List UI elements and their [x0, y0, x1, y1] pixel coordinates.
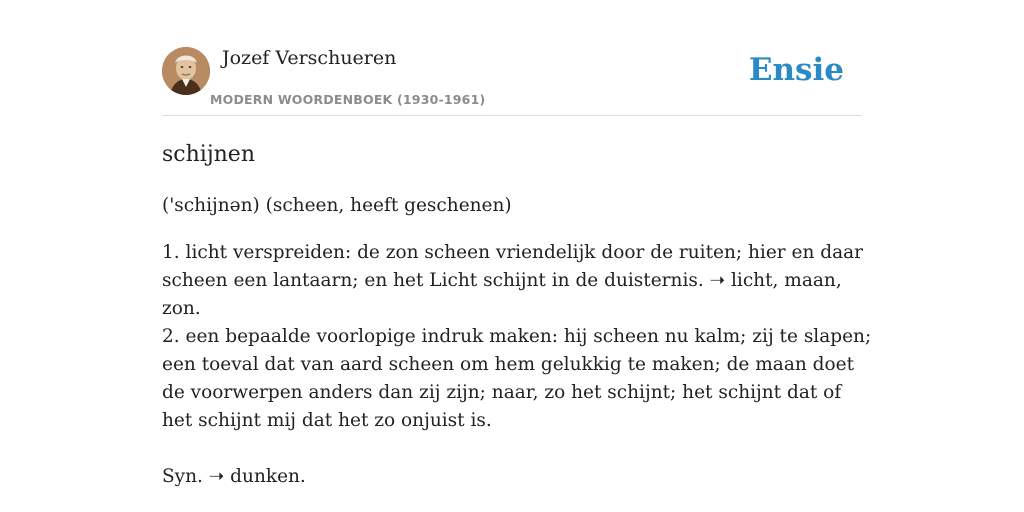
definition-1: 1. licht verspreiden: de zon scheen vriendelijk door de ruiten; hier en daar scheen een lantaarn; en het Licht schijnt in de duisternis. ➝ licht, maan, zon.: [162, 242, 863, 319]
author-name[interactable]: Jozef Verschueren: [222, 47, 397, 69]
spacer: [162, 435, 872, 463]
entry-term: schijnen: [162, 142, 255, 167]
definition-2: 2. een bepaalde voorlopige indruk maken: hij scheen nu kalm; zij te slapen; een toeval dat van aard scheen om hem gelukkig te maken; de maan doet de voorwerpen anders dan zij zijn; naar, zo het schijnt; het schijnt dat of het schijnt mij dat het zo onjuist is.: [162, 326, 872, 431]
brand-logo[interactable]: Ensie: [748, 52, 844, 88]
author-portrait-icon: [162, 47, 210, 95]
entry-pronunciation: ('schijnən) (scheen, heeft geschenen): [162, 195, 512, 216]
entry-definition: [162, 239, 872, 491]
entry-card: [162, 0, 872, 512]
author-avatar[interactable]: [162, 47, 210, 95]
synonyms: Syn. ➝ dunken.: [162, 466, 306, 487]
entry-header: [162, 0, 862, 116]
source-dictionary[interactable]: MODERN WOORDENBOEK (1930-1961): [210, 92, 486, 107]
